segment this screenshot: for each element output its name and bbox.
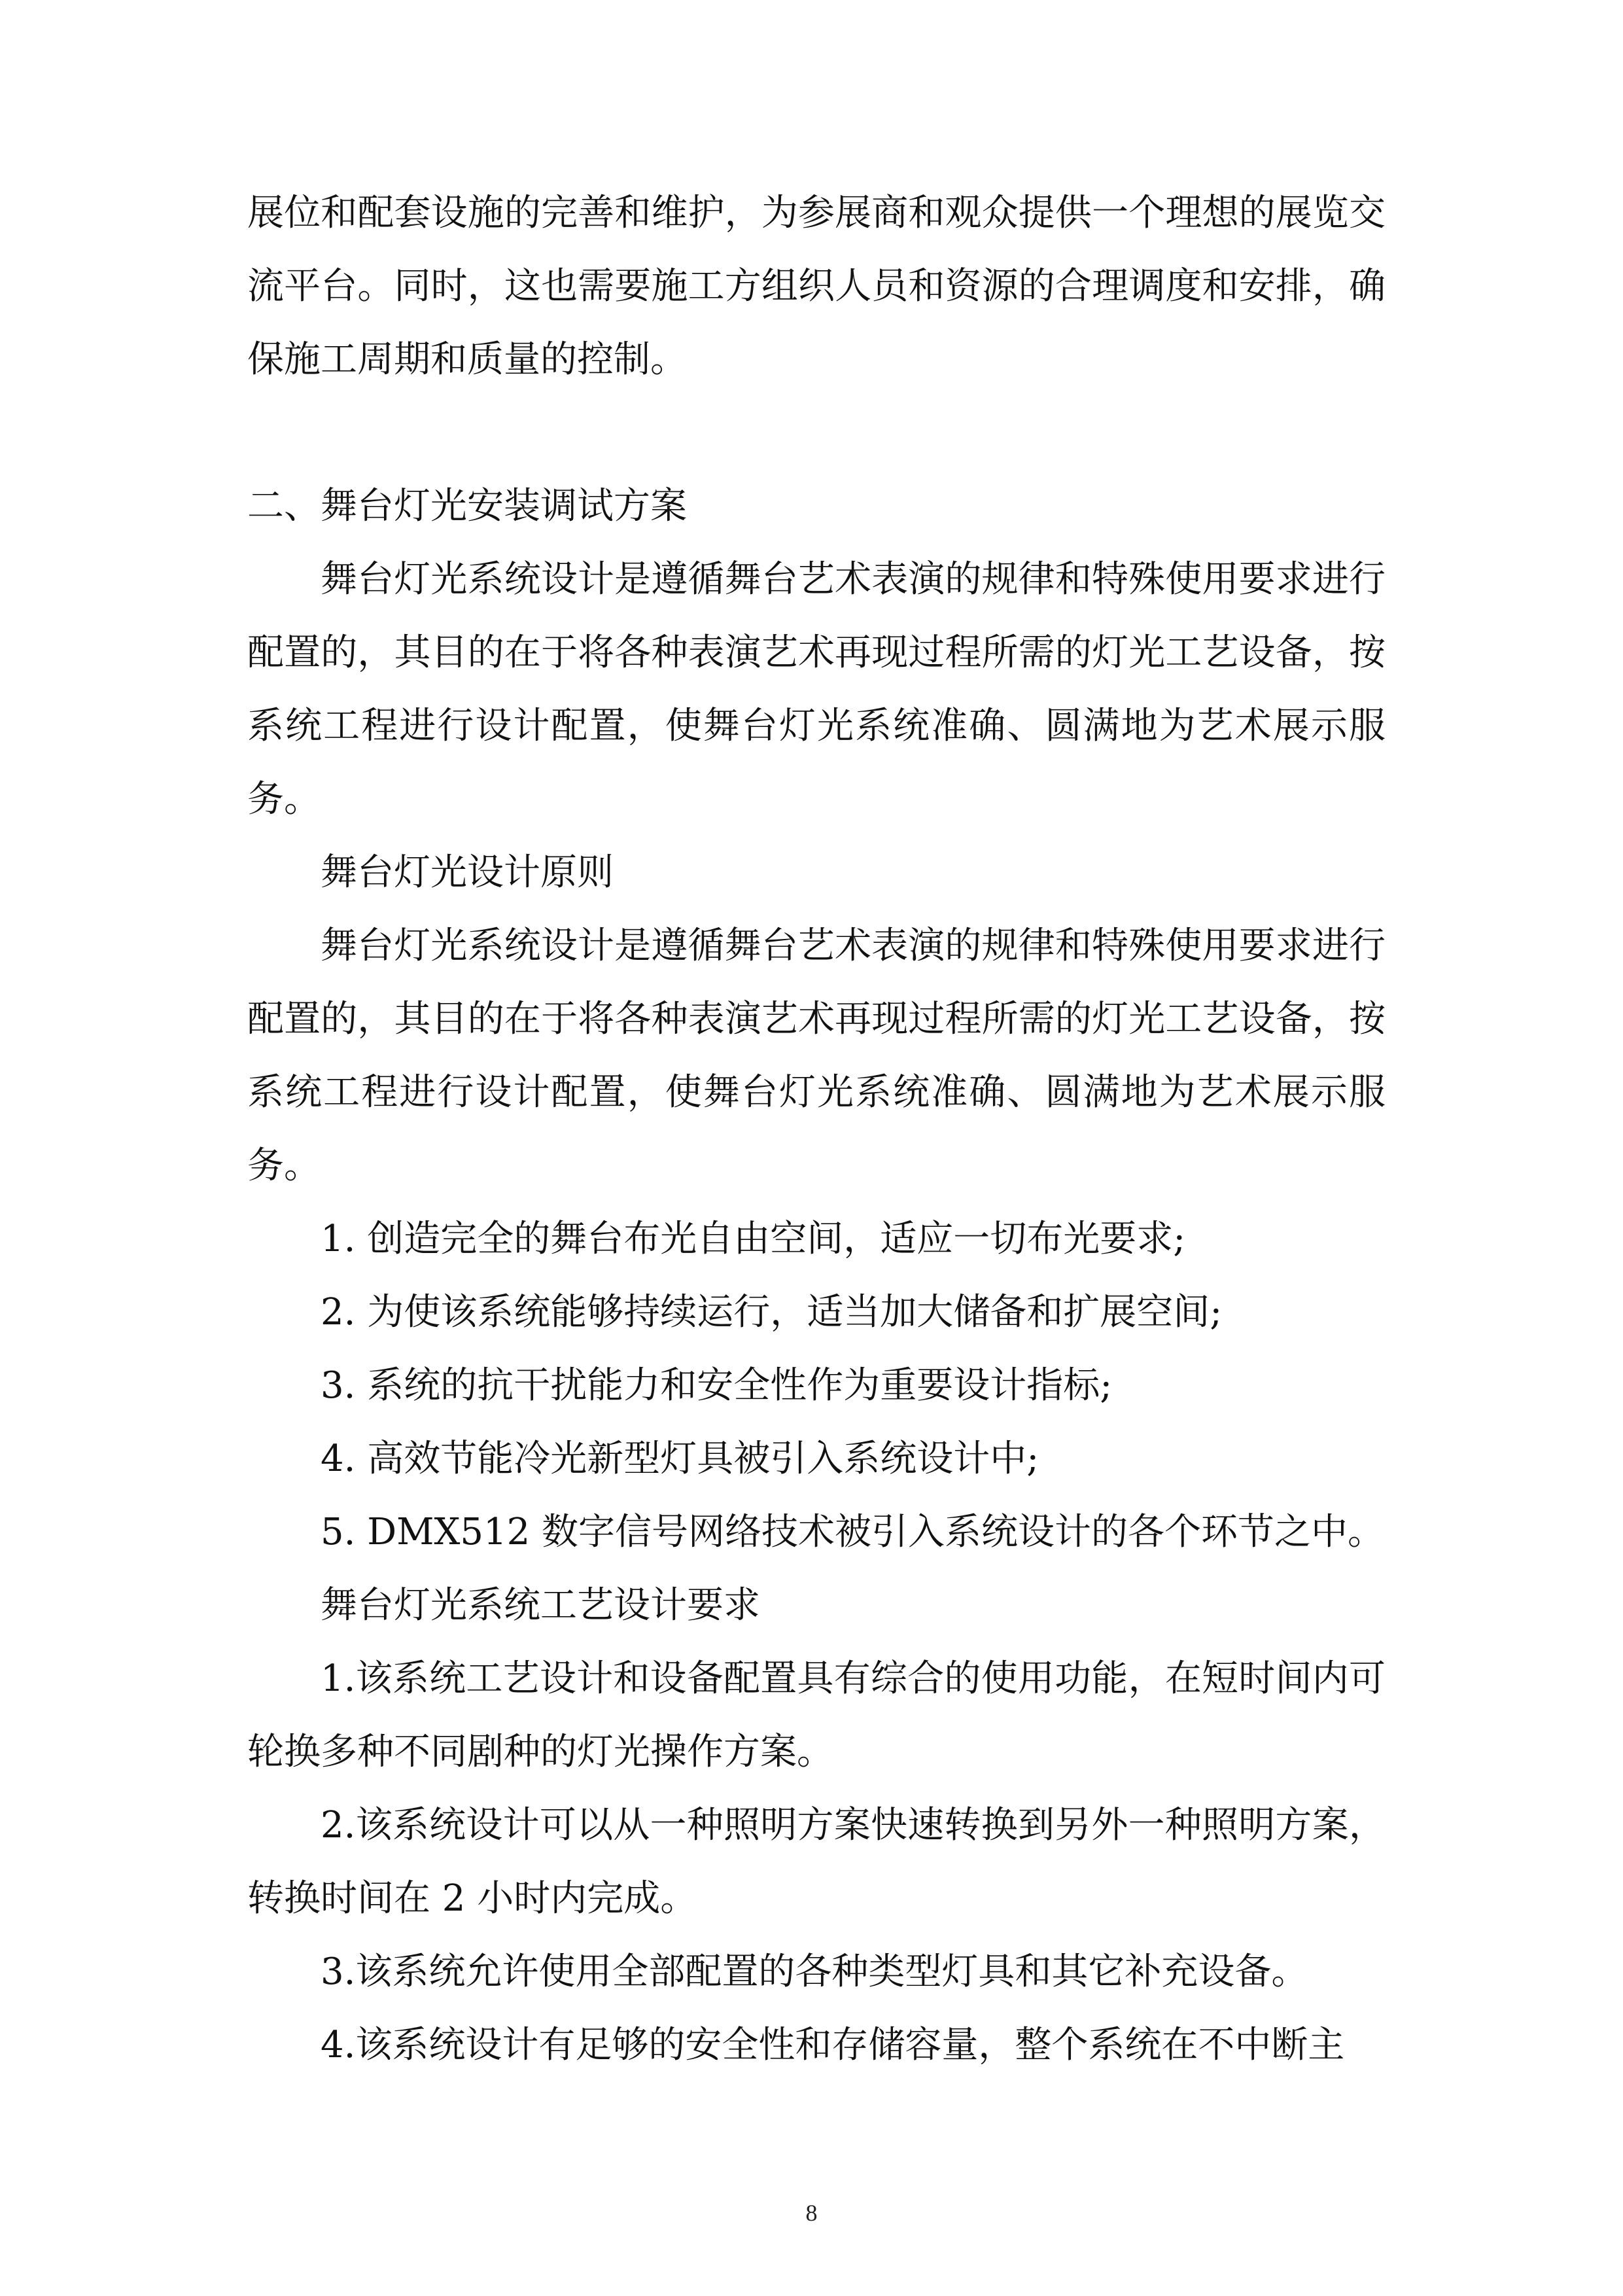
page-number: 8 xyxy=(805,2200,818,2226)
principle-item: 5. DMX512 数字信号网络技术被引入系统设计的各个环节之中。 xyxy=(321,1511,1385,1553)
intro-paragraph: 舞台灯光系统设计是遵循舞台艺术表演的规律和特殊使用要求进行配置的，其目的在于将各种表演艺术再现过程所需的灯光工艺设备，按系统工程进行设计配置，使舞台灯光系统准确、圆满地为艺术展示服务。 xyxy=(247,558,1386,821)
principle-item: 3. 系统的抗干扰能力和安全性作为重要设计指标; xyxy=(321,1364,1113,1407)
principle-item: 1. 创造完全的舞台布光自由空间，适应一切布光要求; xyxy=(321,1218,1186,1260)
principle-item: 4. 高效节能冷光新型灯具被引入系统设计中; xyxy=(321,1438,1039,1480)
principles-paragraph: 舞台灯光系统设计是遵循舞台艺术表演的规律和特殊使用要求进行配置的，其目的在于将各种表演艺术再现过程所需的灯光工艺设备，按系统工程进行设计配置，使舞台灯光系统准确、圆满地为艺术展示服务。 xyxy=(247,925,1386,1187)
requirement-item: 4.该系统设计有足够的安全性和存储容量，整个系统在不中断主 xyxy=(321,2024,1345,2066)
requirement-item: 2.该系统设计可以从一种照明方案快速转换到另外一种照明方案，转换时间在 2 小时内完成。 xyxy=(247,1804,1386,1920)
continuation-paragraph: 展位和配套设施的完善和维护，为参展商和观众提供一个理想的展览交流平台。同时，这也需要施工方组织人员和资源的合理调度和安排，确保施工周期和质量的控制。 xyxy=(247,192,1386,381)
section-heading: 二、舞台灯光安装调试方案 xyxy=(247,485,687,527)
requirement-item: 1.该系统工艺设计和设备配置具有综合的使用功能，在短时间内可轮换多种不同剧种的灯光操作方案。 xyxy=(247,1657,1386,1773)
requirement-item: 3.该系统允许使用全部配置的各种类型灯具和其它补充设备。 xyxy=(321,1951,1308,1993)
principle-item: 2. 为使该系统能够持续运行，适当加大储备和扩展空间; xyxy=(321,1291,1223,1333)
document-body xyxy=(247,177,1386,2082)
principles-heading: 舞台灯光设计原则 xyxy=(321,851,614,894)
requirements-heading: 舞台灯光系统工艺设计要求 xyxy=(321,1584,760,1627)
